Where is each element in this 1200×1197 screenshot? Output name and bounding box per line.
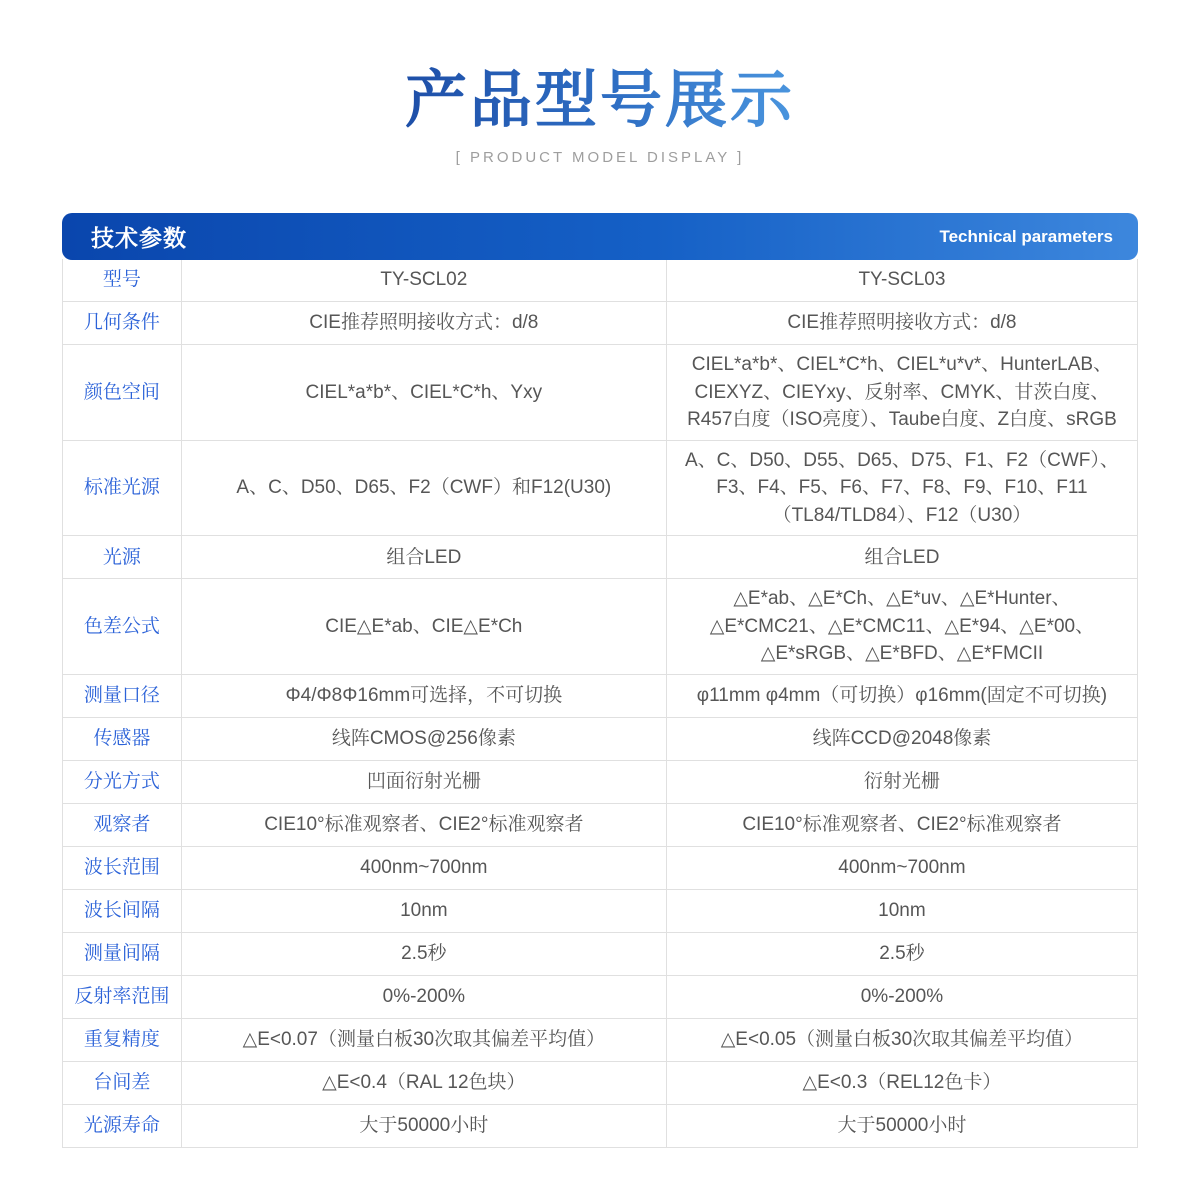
row-value: TY-SCL03: [858, 269, 946, 291]
spec-header-title-cn: 技术参数: [91, 225, 187, 251]
row-value: 2.5秒: [879, 943, 925, 965]
row-value: △E<0.4（RAL 12色块）: [182, 1062, 667, 1104]
row-label: 重复精度: [63, 1019, 182, 1061]
row-value: 组合LED: [864, 546, 940, 568]
row-value: A、C、D50、D55、D65、D75、F1、F2（CWF）、F3、F4、F5、F6、F7、F8、F9、F10、F11（TL84/TLD84）、F12（U30）: [684, 449, 1119, 526]
row-label: 几何条件: [63, 302, 182, 344]
row-value: CIE△E*ab、CIE△E*Ch: [182, 579, 667, 674]
spec-section: [62, 213, 1138, 1148]
row-value: 大于50000小时: [182, 1105, 667, 1147]
table-row: [63, 675, 1137, 718]
row-value: TY-SCL02: [182, 259, 667, 301]
row-label: 传感器: [63, 718, 182, 760]
spec-header-title-en: Technical parameters: [939, 226, 1113, 246]
spec-table-body: [62, 259, 1138, 1148]
table-row: [63, 536, 1137, 579]
row-value: CIEL*a*b*、CIEL*C*h、Yxy: [182, 345, 667, 440]
row-value: △E<0.05（测量白板30次取其偏差平均值）: [720, 1029, 1084, 1051]
row-label: 波长间隔: [63, 890, 182, 932]
row-label: 台间差: [63, 1062, 182, 1104]
row-value: 线阵CMOS@256像素: [182, 718, 667, 760]
row-label: 型号: [63, 259, 182, 301]
row-label: 标准光源: [63, 441, 182, 536]
row-value: 线阵CCD@2048像素: [812, 728, 992, 750]
table-row: [63, 890, 1137, 933]
row-label: 色差公式: [63, 579, 182, 674]
row-value: 400nm~700nm: [838, 857, 966, 879]
row-label: 波长范围: [63, 847, 182, 889]
page-subtitle: [ PRODUCT MODEL DISPLAY ]: [455, 149, 745, 167]
spec-header-bar: [62, 213, 1138, 260]
row-value: 2.5秒: [182, 933, 667, 975]
table-row: [63, 259, 1137, 302]
row-value: 大于50000小时: [837, 1115, 967, 1137]
title-block: [0, 66, 1200, 166]
row-value: 10nm: [182, 890, 667, 932]
row-label: 反射率范围: [63, 976, 182, 1018]
row-value: CIE10°标准观察者、CIE2°标准观察者: [742, 814, 1062, 836]
row-value: 10nm: [878, 900, 926, 922]
table-row: [63, 302, 1137, 345]
row-value: △E*ab、△E*Ch、△E*uv、△E*Hunter、△E*CMC21、△E*CMC11、△E*94、△E*00、△E*sRGB、△E*BFD、△E*FMCII: [709, 588, 1095, 665]
row-value: CIE10°标准观察者、CIE2°标准观察者: [182, 804, 667, 846]
row-label: 测量间隔: [63, 933, 182, 975]
row-value: 0%-200%: [182, 976, 667, 1018]
table-row: [63, 847, 1137, 890]
table-row: [63, 976, 1137, 1019]
row-value: CIE推荐照明接收方式：d/8: [182, 302, 667, 344]
row-value: CIEL*a*b*、CIEL*C*h、CIEL*u*v*、HunterLAB、CIEXYZ、CIEYxy、反射率、CMYK、甘茨白度、R457白度（ISO亮度）、Taube白度、Z白度、sRGB: [687, 354, 1117, 431]
table-row: [63, 1019, 1137, 1062]
row-label: 光源: [63, 536, 182, 578]
row-value: φ11mm φ4mm（可切换）φ16mm(固定不可切换): [696, 685, 1108, 707]
row-value: 400nm~700nm: [182, 847, 667, 889]
table-row: [63, 933, 1137, 976]
row-value: 衍射光栅: [863, 771, 940, 793]
row-value: 组合LED: [182, 536, 667, 578]
row-label: 测量口径: [63, 675, 182, 717]
row-label: 分光方式: [63, 761, 182, 803]
row-value: 凹面衍射光栅: [182, 761, 667, 803]
table-row: [63, 1062, 1137, 1105]
row-value: Φ4/Φ8Φ16mm可选择，不可切换: [182, 675, 667, 717]
row-value: △E<0.3（REL12色卡）: [802, 1072, 1002, 1094]
page-title: 产品型号展示: [405, 66, 795, 137]
table-row: [63, 718, 1137, 761]
row-value: CIE推荐照明接收方式：d/8: [787, 312, 1017, 334]
row-label: 观察者: [63, 804, 182, 846]
table-row: [63, 804, 1137, 847]
table-row: [63, 441, 1137, 537]
row-label: 光源寿命: [63, 1105, 182, 1147]
row-value: A、C、D50、D65、F2（CWF）和F12(U30): [182, 441, 667, 536]
table-row: [63, 579, 1137, 675]
table-row: [63, 345, 1137, 441]
row-value: 0%-200%: [860, 986, 944, 1008]
table-row: [63, 761, 1137, 804]
table-row: [63, 1105, 1137, 1147]
row-label: 颜色空间: [63, 345, 182, 440]
row-value: △E<0.07（测量白板30次取其偏差平均值）: [182, 1019, 667, 1061]
